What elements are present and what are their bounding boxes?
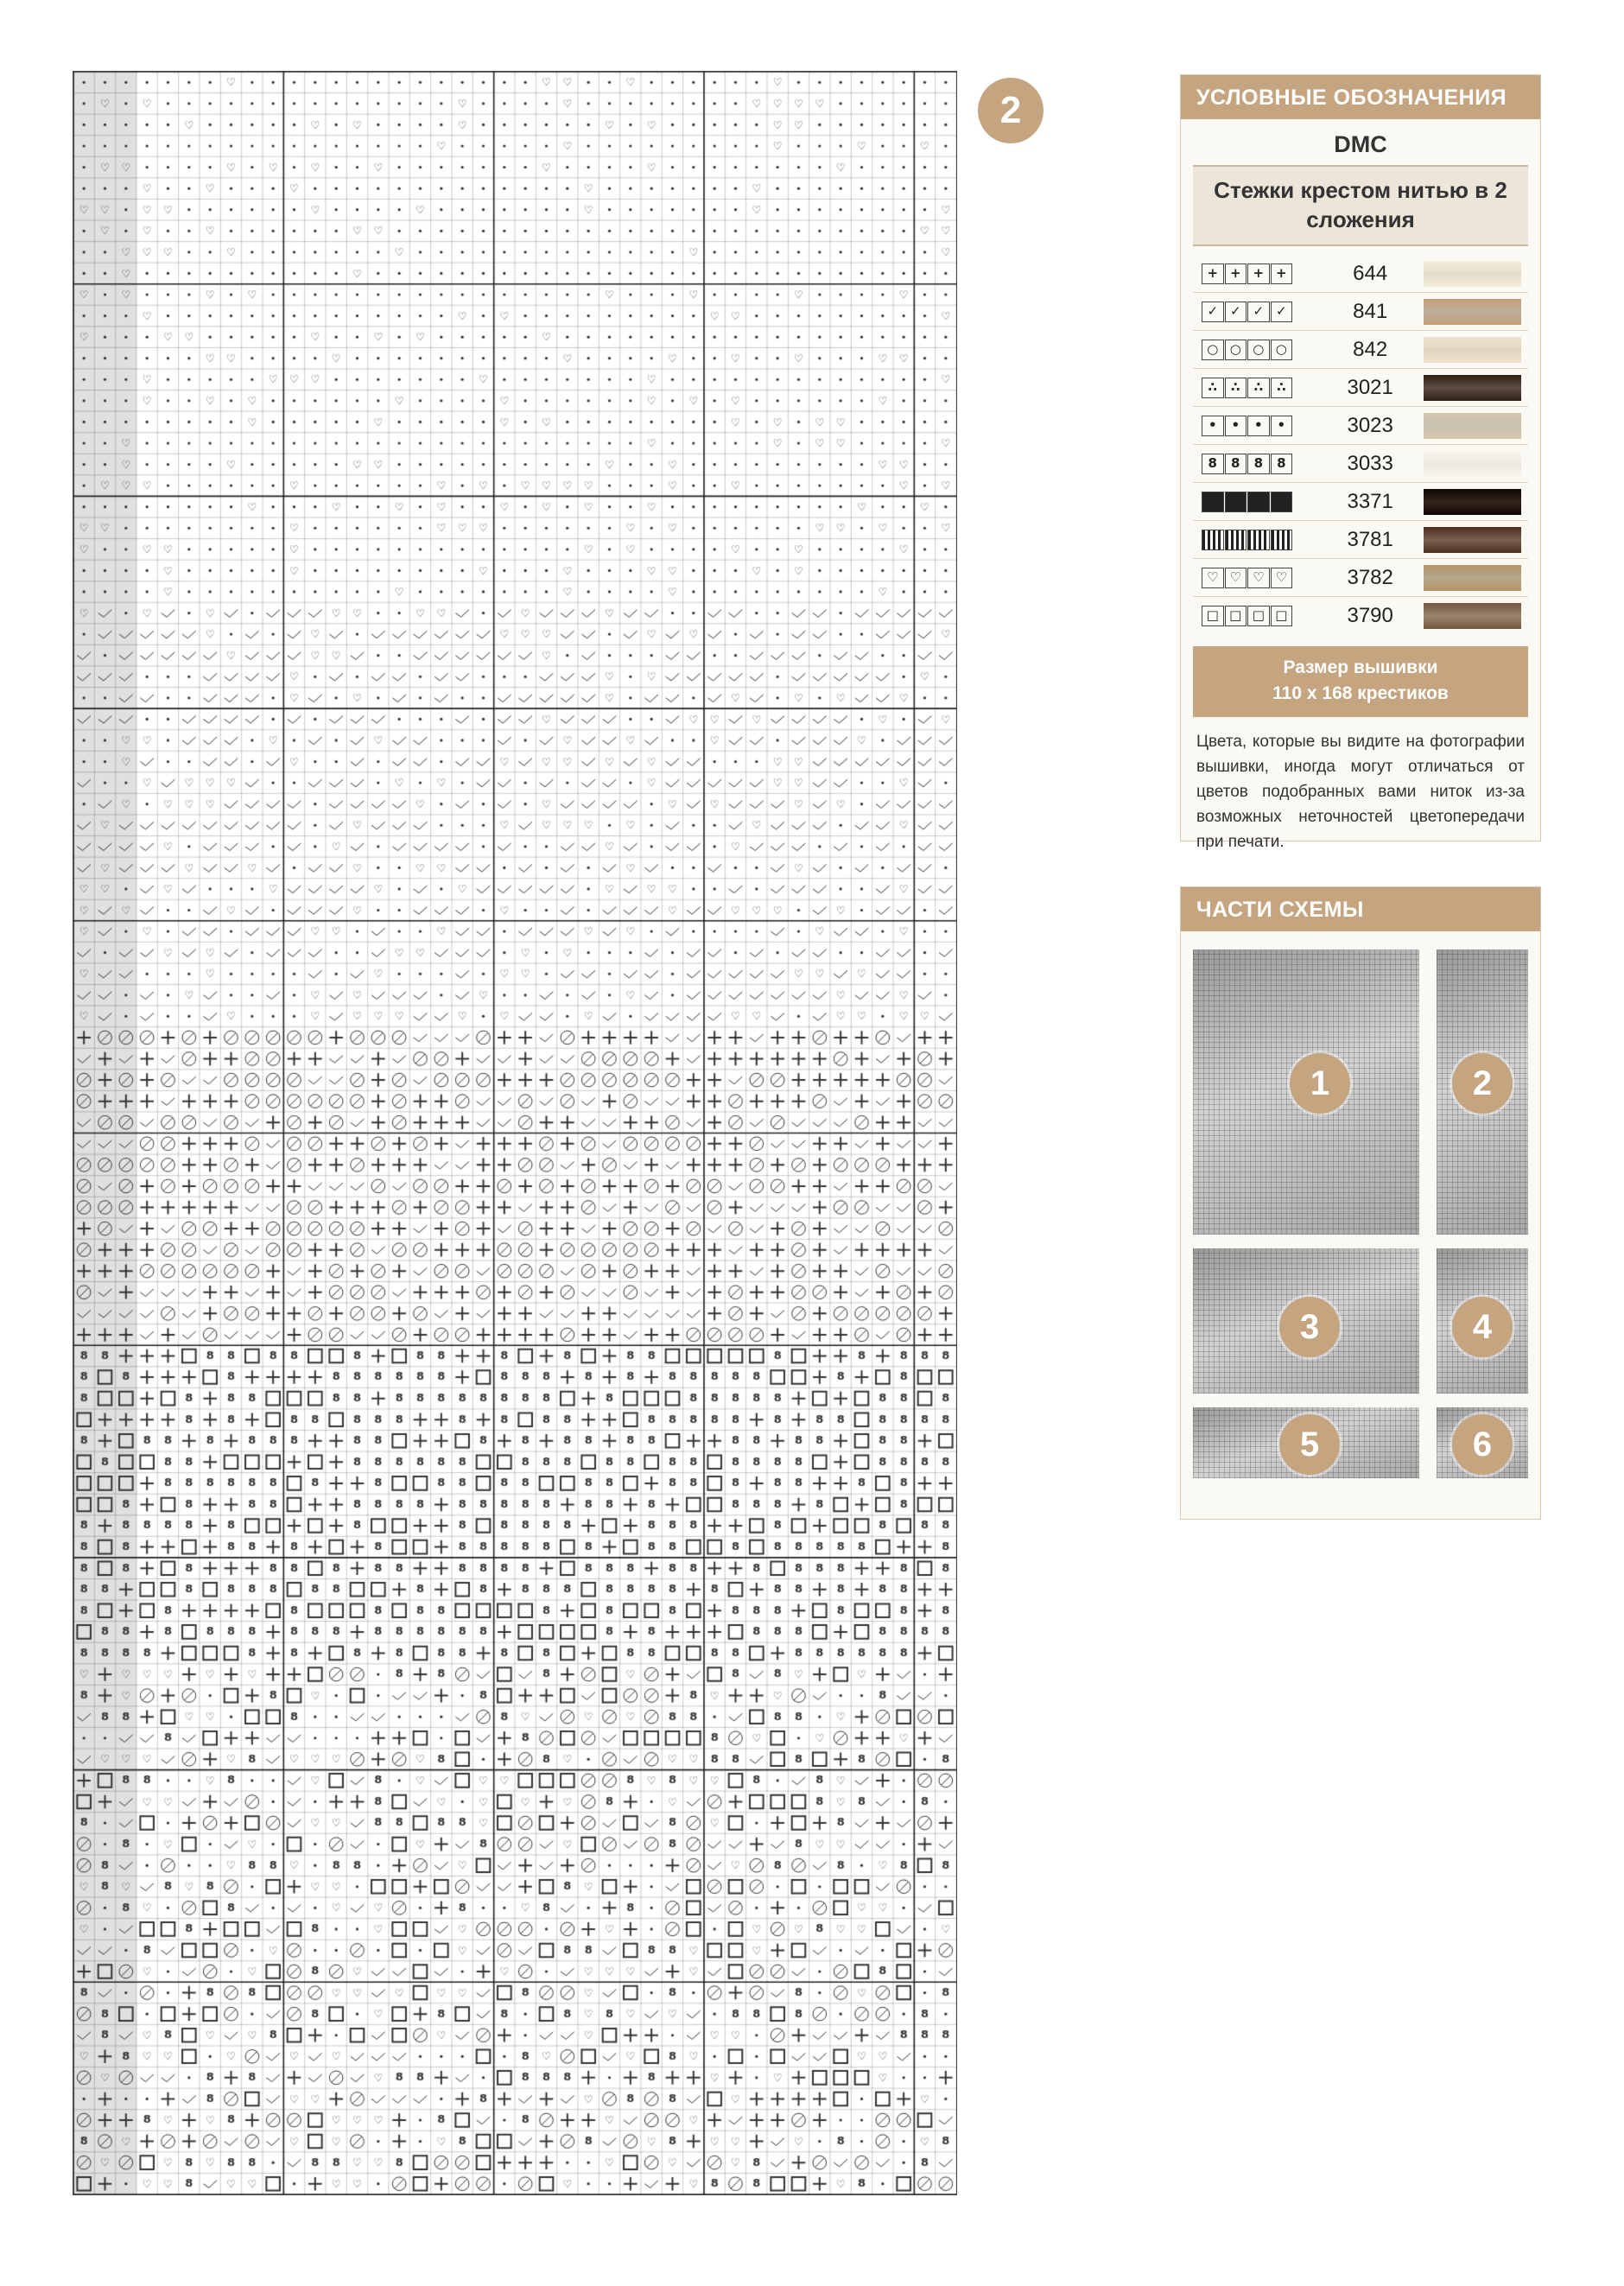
thread-swatch xyxy=(1424,489,1521,515)
check-symbol-icon: ✓ ✓ ✓ ✓ xyxy=(1202,302,1292,322)
legend-row xyxy=(1193,407,1528,445)
dot-symbol-icon: • • • • xyxy=(1202,416,1292,436)
parts-panel xyxy=(1180,886,1541,1520)
legend-code: 3033 xyxy=(1347,451,1393,475)
part-thumbnail-4[interactable] xyxy=(1437,1248,1528,1394)
legend-brand: DMC xyxy=(1193,119,1528,167)
heart-symbol-icon: ♡ ♡ ♡ ♡ xyxy=(1202,568,1292,588)
legend-note: Цвета, которые вы видите на фотографии вышивки, иногда могут отличаться от цветов подобранных вами ниток из-за возможных неточностей цветопередачи при печати. xyxy=(1196,733,1525,851)
thread-swatch xyxy=(1424,261,1521,287)
square-symbol-icon xyxy=(1202,492,1292,512)
legend-panel xyxy=(1180,74,1541,851)
parts-header: ЧАСТИ СХЕМЫ xyxy=(1181,887,1540,931)
legend-code: 644 xyxy=(1353,261,1388,285)
part-thumbnail-5[interactable] xyxy=(1193,1407,1419,1478)
bars-symbol-icon xyxy=(1202,530,1292,550)
eight-symbol-icon: 8 8 8 8 xyxy=(1202,454,1292,474)
dots-symbol-icon: ∴ ∴ ∴ ∴ xyxy=(1202,378,1292,398)
legend-size-box xyxy=(1193,646,1528,717)
chart-grid-canvas xyxy=(73,72,956,2194)
part-thumbnail-2[interactable] xyxy=(1437,949,1528,1235)
legend-row xyxy=(1193,255,1528,293)
legend-row xyxy=(1193,293,1528,331)
part-thumbnail-3[interactable] xyxy=(1193,1248,1419,1394)
legend-code: 3023 xyxy=(1347,413,1393,437)
legend-code: 3021 xyxy=(1347,375,1393,399)
legend-rows xyxy=(1193,255,1528,634)
legend-row xyxy=(1193,369,1528,407)
legend-row xyxy=(1193,445,1528,483)
thread-swatch xyxy=(1424,337,1521,363)
thread-swatch xyxy=(1424,413,1521,439)
thread-swatch xyxy=(1424,527,1521,553)
legend-row xyxy=(1193,559,1528,597)
plus-symbol-icon: + + + + xyxy=(1202,264,1292,284)
thread-swatch xyxy=(1424,451,1521,477)
legend-subtitle: Стежки крестом нитью в 2 сложения xyxy=(1193,167,1528,246)
part-number-1: 1 xyxy=(1290,1053,1350,1114)
legend-header: УСЛОВНЫЕ ОБОЗНАЧЕНИЯ xyxy=(1181,75,1540,119)
legend-size-value: 110 х 168 крестиков xyxy=(1272,683,1449,703)
part-number-badge: 2 xyxy=(978,78,1044,143)
legend-code: 3790 xyxy=(1347,603,1393,627)
part-thumbnail-1[interactable] xyxy=(1193,949,1419,1235)
part-number-5: 5 xyxy=(1279,1414,1340,1475)
legend-code: 3371 xyxy=(1347,489,1393,513)
legend-code: 3782 xyxy=(1347,565,1393,589)
thread-swatch xyxy=(1424,375,1521,401)
legend-row xyxy=(1193,521,1528,559)
cross-stitch-chart xyxy=(73,71,957,2195)
part-thumbnail-6[interactable] xyxy=(1437,1407,1528,1478)
legend-row xyxy=(1193,597,1528,634)
legend-code: 842 xyxy=(1353,337,1388,361)
legend-code: 841 xyxy=(1353,299,1388,323)
thread-swatch xyxy=(1424,603,1521,629)
legend-row xyxy=(1193,331,1528,369)
legend-row xyxy=(1193,483,1528,521)
box-symbol-icon: □ □ □ □ xyxy=(1202,606,1292,626)
thread-swatch xyxy=(1424,299,1521,325)
circle-symbol-icon: ○ ○ ○ ○ xyxy=(1202,340,1292,360)
legend-code: 3781 xyxy=(1347,527,1393,551)
part-number-2: 2 xyxy=(1452,1053,1513,1114)
part-number-6: 6 xyxy=(1452,1414,1513,1475)
part-number-4: 4 xyxy=(1452,1297,1513,1357)
part-number-3: 3 xyxy=(1279,1297,1340,1357)
legend-size-label: Размер вышивки xyxy=(1283,657,1438,677)
thread-swatch xyxy=(1424,565,1521,591)
